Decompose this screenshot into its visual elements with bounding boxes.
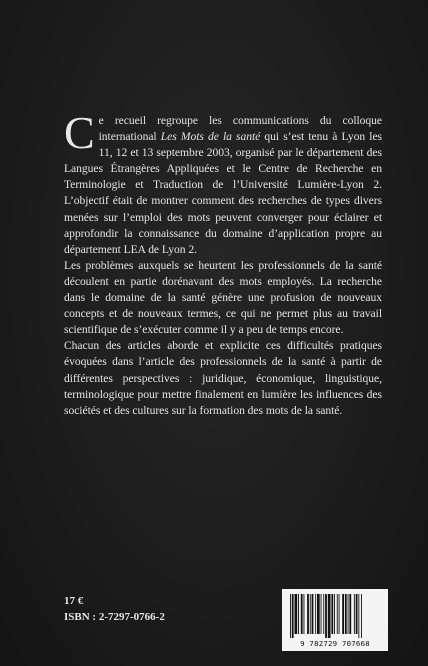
barcode (282, 589, 388, 651)
drop-cap: C (64, 107, 95, 158)
blurb-paragraph-2: Les problèmes auxquels se heurtent les professionnels de la santé découlent en partie dorénavant des mots employés. La recherche dans le domaine de la santé génère une profusion de nouveaux concepts et de nouveaux termes, ce qui ne permet plus au travail scientifique de s’exécuter comme il y a peu de temps encore. (64, 258, 382, 337)
blurb-paragraph-1 (64, 107, 382, 258)
barcode-icon (288, 594, 382, 638)
blurb-paragraph-1-start: e recueil regroupe les communications du colloque international (98, 114, 382, 144)
barcode-digits: 9 782729 707668 (300, 639, 370, 648)
isbn-label: ISBN : 2-7297-0766-2 (64, 611, 165, 623)
back-cover-blurb (64, 107, 382, 419)
colloquium-title: Les Mots de la santé (160, 130, 261, 144)
blurb-paragraph-3: Chacun des articles aborde et explicite ces difficultés pratiques évoquées dans l’article des professionnels de la santé à partir de différentes perspectives : juridique, économique, linguistique, terminologique pour mettre finalement en lumière les influences des sociétés et des cultures sur la formation des mots de la santé. (64, 339, 382, 417)
price-label: 17 € (64, 595, 84, 607)
blurb-paragraph-1-end: qui s’est tenu à Lyon les 11, 12 et 13 septembre 2003, organisé par le département des Langues Étrangères Appliquées et le Centre de Recherche en Terminologie et Traduction de l’Université Lumière-Lyon 2. L’objectif était de montrer comment des recherches de types divers menées sur l’emploi des mots peuvent converger pour éclairer et approfondir la connaissance du domaine d’application propre au département LEA de Lyon 2. (64, 130, 382, 256)
